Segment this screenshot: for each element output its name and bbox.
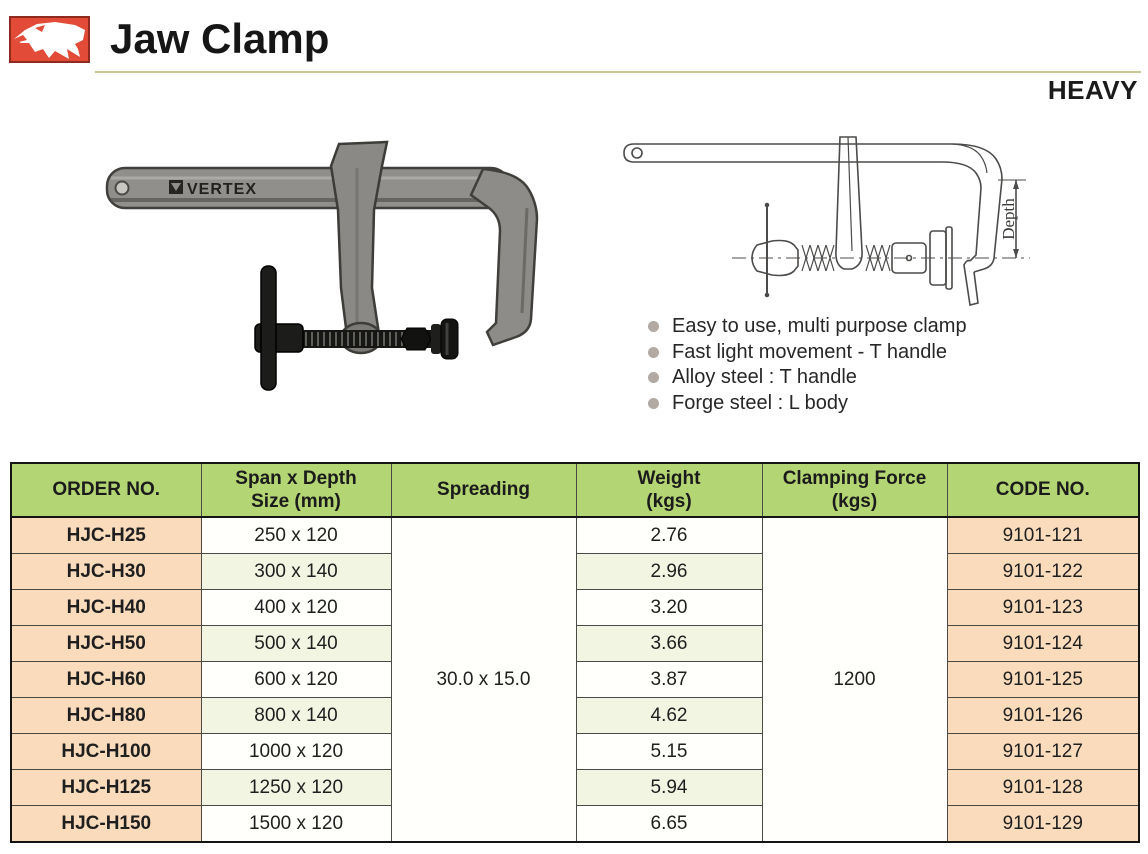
feature-item	[648, 367, 967, 388]
col-header-order-no: ORDER NO.	[11, 463, 201, 517]
feature-item	[648, 393, 967, 414]
weight-cell: 3.20	[576, 590, 762, 626]
brand-logo	[9, 16, 90, 63]
span-depth-cell: 600 x 120	[201, 662, 391, 698]
span-depth-cell: 500 x 140	[201, 626, 391, 662]
code-no-cell: 9101-121	[947, 517, 1139, 554]
table-header-row	[11, 463, 1139, 517]
col-header-code-no: CODE NO.	[947, 463, 1139, 517]
eagle-icon	[9, 16, 90, 63]
code-no-cell: 9101-123	[947, 590, 1139, 626]
feature-item	[648, 316, 967, 337]
weight-cell: 2.96	[576, 554, 762, 590]
bullet-icon	[648, 372, 659, 383]
span-depth-cell: 300 x 140	[201, 554, 391, 590]
bullet-icon	[648, 398, 659, 409]
weight-cell: 6.65	[576, 806, 762, 843]
feature-item	[648, 342, 967, 363]
code-no-cell: 9101-128	[947, 770, 1139, 806]
col-header-weight: Weight (kgs)	[576, 463, 762, 517]
feature-text: Fast light movement - T handle	[672, 340, 947, 363]
span-depth-cell: 1250 x 120	[201, 770, 391, 806]
order-no-cell: HJC-H50	[11, 626, 201, 662]
col-header-span-depth: Span x Depth Size (mm)	[201, 463, 391, 517]
title-rule	[95, 71, 1141, 73]
col-header-clamping-force: Clamping Force (kgs)	[762, 463, 947, 517]
spreading-cell: 30.0 x 15.0	[391, 517, 576, 842]
category-label: HEAVY	[1047, 75, 1138, 105]
span-depth-cell: 800 x 140	[201, 698, 391, 734]
col-header-spreading: Spreading	[391, 463, 576, 517]
order-no-cell: HJC-H150	[11, 806, 201, 843]
code-no-cell: 9101-122	[947, 554, 1139, 590]
code-no-cell: 9101-127	[947, 734, 1139, 770]
product-photo	[95, 138, 565, 428]
order-no-cell: HJC-H25	[11, 517, 201, 554]
bullet-icon	[648, 321, 659, 332]
order-no-cell: HJC-H60	[11, 662, 201, 698]
page-title: Jaw Clamp	[110, 15, 330, 62]
code-no-cell: 9101-124	[947, 626, 1139, 662]
weight-cell: 5.15	[576, 734, 762, 770]
feature-text: Forge steel : L body	[672, 391, 849, 414]
spec-table	[10, 462, 1140, 843]
bullet-icon	[648, 347, 659, 358]
order-no-cell: HJC-H125	[11, 770, 201, 806]
code-no-cell: 9101-126	[947, 698, 1139, 734]
order-no-cell: HJC-H80	[11, 698, 201, 734]
order-no-cell: HJC-H30	[11, 554, 201, 590]
weight-cell: 3.87	[576, 662, 762, 698]
weight-cell: 2.76	[576, 517, 762, 554]
span-depth-cell: 250 x 120	[201, 517, 391, 554]
weight-cell: 4.62	[576, 698, 762, 734]
feature-list	[648, 316, 967, 418]
clamping-force-cell: 1200	[762, 517, 947, 842]
technical-diagram	[612, 133, 1042, 315]
order-no-cell: HJC-H100	[11, 734, 201, 770]
weight-cell: 5.94	[576, 770, 762, 806]
code-no-cell: 9101-129	[947, 806, 1139, 843]
span-depth-cell: 400 x 120	[201, 590, 391, 626]
brand-text: VERTEX	[187, 181, 258, 198]
table-row	[11, 517, 1139, 554]
depth-dimension-label: Depth	[999, 198, 1018, 240]
weight-cell: 3.66	[576, 626, 762, 662]
span-depth-cell: 1000 x 120	[201, 734, 391, 770]
order-no-cell: HJC-H40	[11, 590, 201, 626]
code-no-cell: 9101-125	[947, 662, 1139, 698]
span-depth-cell: 1500 x 120	[201, 806, 391, 843]
feature-text: Alloy steel : T handle	[672, 366, 857, 388]
feature-text: Easy to use, multi purpose clamp	[672, 315, 967, 337]
